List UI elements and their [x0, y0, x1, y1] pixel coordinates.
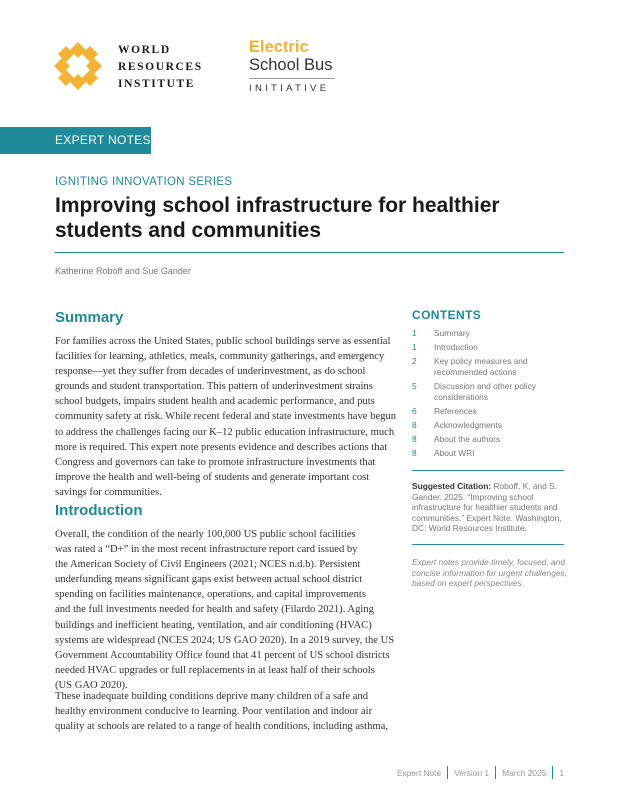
toc-label: Discussion and other policy considerations — [434, 381, 536, 402]
toc-page-number: 6 — [412, 406, 417, 416]
text-line: and the full investments needed for health and safety (Filardo 2021). Aging — [55, 604, 374, 616]
esb-logo-divider — [249, 78, 335, 79]
expert-note-description: Expert notes provide timely, focused, and concise information for urgent challenges, based on expert perspectives. — [412, 557, 568, 589]
introduction-paragraph-1 — [55, 527, 394, 693]
summary-heading: Summary — [55, 309, 124, 326]
footer-page-number: 1 — [559, 767, 564, 778]
toc-page-number: 8 — [412, 448, 417, 458]
esb-logo-electric: Electric — [249, 38, 309, 56]
toc-page-number: 2 — [412, 356, 417, 366]
text-line: was rated a “D+” in the most recent infrastructure report card issued by — [55, 544, 358, 556]
toc-item[interactable] — [412, 381, 564, 403]
toc-label: About the authors — [434, 434, 501, 444]
text-line: more is required. This expert note presents evidence and describes actions that — [55, 441, 388, 453]
summary-paragraph — [55, 334, 396, 500]
contents-heading: CONTENTS — [412, 308, 482, 322]
series-label: IGNITING INNOVATION SERIES — [55, 176, 233, 188]
toc-item[interactable] — [412, 406, 564, 417]
footer-separator — [447, 766, 448, 779]
text-line: (US GAO 2020). — [55, 679, 128, 691]
toc-page-number: 8 — [412, 420, 417, 430]
toc-page-number: 5 — [412, 381, 417, 391]
toc-label: About WRI — [434, 448, 475, 458]
text-line: Congress and governors can take to promote infrastructure investments that — [55, 456, 376, 468]
text-line: grounds and student transportation. This pattern of underinvestment strains — [55, 381, 373, 393]
text-line: needed HVAC upgrades or full replacements in at least half of their schools — [55, 664, 375, 676]
text-line: facilities for learning, athletics, meals, community gatherings, and emergency — [55, 351, 385, 363]
citation-label: Suggested Citation: — [412, 481, 492, 491]
sidebar-divider — [412, 544, 564, 545]
suggested-citation — [412, 481, 568, 534]
toc-label: Acknowledgments — [434, 420, 502, 430]
expert-notes-label: EXPERT NOTES — [55, 133, 151, 147]
wri-wordmark — [118, 42, 203, 93]
text-line: savings for communities. — [55, 486, 162, 498]
page-title — [55, 193, 555, 243]
footer-date: March 2025 — [502, 767, 547, 778]
title-line: Improving school infrastructure for healthier — [55, 194, 500, 217]
introduction-paragraph-2 — [55, 689, 388, 734]
esb-logo-school-bus: School Bus — [249, 56, 333, 74]
text-line: improve the health and well-being of students and generate important cost — [55, 471, 370, 483]
text-line: Overall, the condition of the nearly 100,000 US public school facilities — [55, 529, 356, 540]
text-line: systems are widespread (NCES 2024; US GAO 2020). In a 2019 survey, the US — [55, 634, 395, 646]
authors: Katherine Roboff and Sue Gander — [55, 266, 191, 276]
wri-line: RESOURCES — [118, 61, 203, 73]
toc-item[interactable] — [412, 342, 564, 353]
toc-item[interactable] — [412, 356, 564, 378]
text-line: to address the challenges facing our K–12 public education infrastructure, much — [55, 426, 395, 438]
text-line: healthy environment conducive to learning. Poor ventilation and indoor air — [55, 706, 373, 718]
table-of-contents — [412, 328, 564, 462]
toc-label: Introduction — [434, 342, 478, 352]
toc-page-number: 8 — [412, 434, 417, 444]
text-line: These inadequate building conditions deprive many children of a safe and — [55, 691, 369, 702]
wri-line: INSTITUTE — [118, 78, 196, 90]
toc-label: Summary — [434, 328, 470, 338]
toc-page-number: 1 — [412, 328, 417, 338]
footer-separator — [552, 766, 553, 779]
text-line: buildings and inefficient heating, ventilation, and air conditioning (HVAC) — [55, 619, 372, 631]
toc-item[interactable] — [412, 420, 564, 431]
page-footer — [397, 766, 564, 779]
title-divider — [55, 252, 564, 253]
toc-item[interactable] — [412, 434, 564, 445]
text-line: spending on facilities maintenance, operations, and capital improvements — [55, 589, 366, 601]
citation-text: Roboff, K. and S. Gander. 2025. “Improving school infrastructure for healthier students and communities.” Expert Note. Washington, DC: World Resources Institute. — [412, 481, 562, 534]
introduction-heading: Introduction — [55, 502, 143, 519]
text-line: the American Society of Civil Engineers (2021; NCES n.d.b). Persistent — [55, 559, 361, 571]
text-line: For families across the United States, public school buildings serve as essential — [55, 336, 391, 347]
text-line: community safety at risk. While recent federal and state investments have begun — [55, 411, 397, 423]
footer-version: Version 1 — [454, 767, 490, 778]
footer-separator — [495, 766, 496, 779]
footer-doc-type: Expert Note — [396, 767, 442, 778]
text-line: response—yet they suffer from decades of underinvestment, as do school — [55, 366, 366, 378]
toc-item[interactable] — [412, 448, 564, 459]
sidebar-divider — [412, 470, 564, 471]
toc-label: Key policy measures and recommended actions — [434, 356, 528, 377]
wri-logo-icon — [54, 42, 102, 90]
text-line: Government Accountability Office found that 41 percent of US school districts — [55, 649, 390, 661]
wri-line: WORLD — [118, 44, 171, 56]
esb-logo-initiative: INITIATIVE — [249, 83, 330, 94]
text-line: quality at schools are related to a range of health conditions, including asthma, — [55, 721, 389, 733]
title-line: students and communities — [55, 219, 322, 242]
toc-item[interactable] — [412, 328, 564, 339]
text-line: underfunding means significant gaps exist between actual school district — [55, 574, 363, 586]
toc-label: References — [434, 406, 477, 416]
text-line: school budgets, impairs student health and academic performance, and puts — [55, 396, 375, 408]
toc-page-number: 1 — [412, 342, 417, 352]
